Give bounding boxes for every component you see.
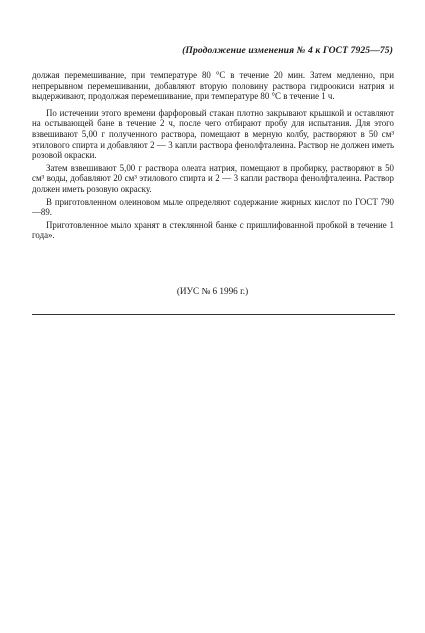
paragraph-sodium-oleate: Затем взвешивают 5,00 г раствора олеата натрия, помещают в пробирку, растворяют в 50 см³ воды, добавляют 20 см³ этилового спирта и 2 — 3 капли раствора фенолфталеина. Раствор должен иметь розовую окраску. <box>32 162 394 194</box>
paragraph-continuation: должая перемешивание, при температуре 80 °С в течение 20 мин. Затем медленно, при непрерывном перемешивании, добавляют вторую половину раствора гидроокиси натрия и выдерживают, продолжая перемешивание, при температуре 80 °С в течение 1 ч. <box>32 70 394 102</box>
paragraph-storage: Приготовленное мыло хранят в стеклянной банке с пришлифованной пробкой в течение 1 года». <box>32 219 394 241</box>
running-header: (Продолжение изменения № 4 к ГОСТ 7925—75) <box>182 45 393 56</box>
paragraph-fatty-acids: В приготовленном олеиновом мыле определяют содержание жирных кислот по ГОСТ 790—89. <box>32 196 394 218</box>
citation: (ИУС № 6 1996 г.) <box>176 286 249 296</box>
body-text <box>32 70 394 241</box>
divider-rule <box>32 314 395 315</box>
paragraph-sample-test: По истечении этого времени фарфоровый стакан плотно закрывают крышкой и оставляют на остывающей бане в течение 2 ч, после чего отбирают пробу для испытания. Для этого взвешивают 5,00 г полученного раствора, помещают в мерную колбу, растворяют в 50 см³ этилового спирта и добавляют 2 — 3 капли раствора фенолфталеина. Раствор не должен иметь розовой окраски. <box>32 107 394 161</box>
